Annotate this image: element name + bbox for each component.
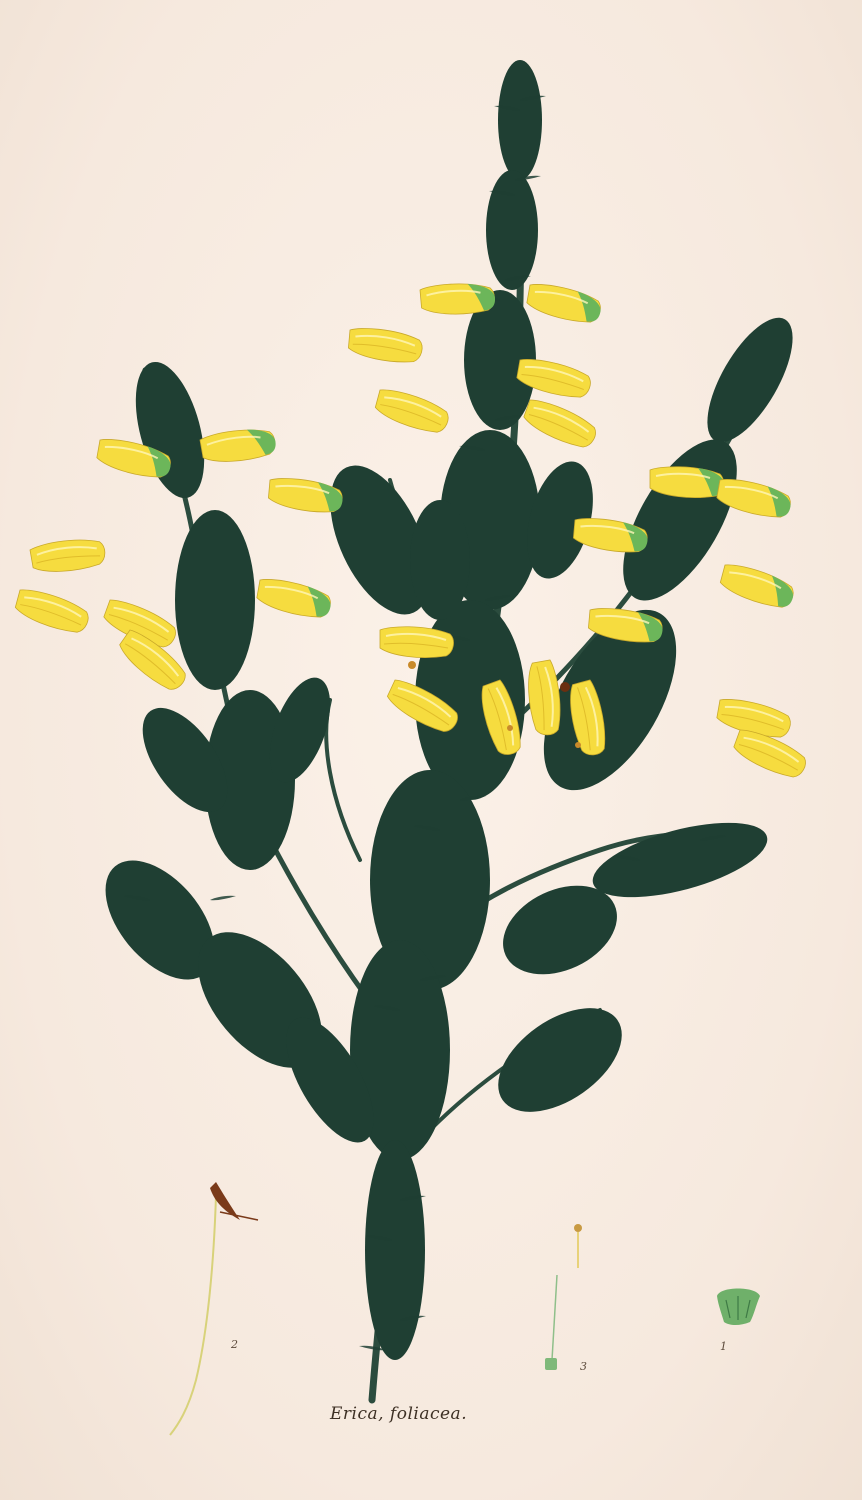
detail-figure-3 [545, 1224, 582, 1370]
figure-label-1: 1 [720, 1340, 727, 1353]
detail-figure-1 [717, 1289, 760, 1326]
figure-label-2: 2 [231, 1338, 238, 1351]
detail-figure-2 [170, 1182, 258, 1435]
plate-caption: Erica, foliacea. [330, 1404, 468, 1424]
figure-label-3: 3 [580, 1360, 587, 1373]
